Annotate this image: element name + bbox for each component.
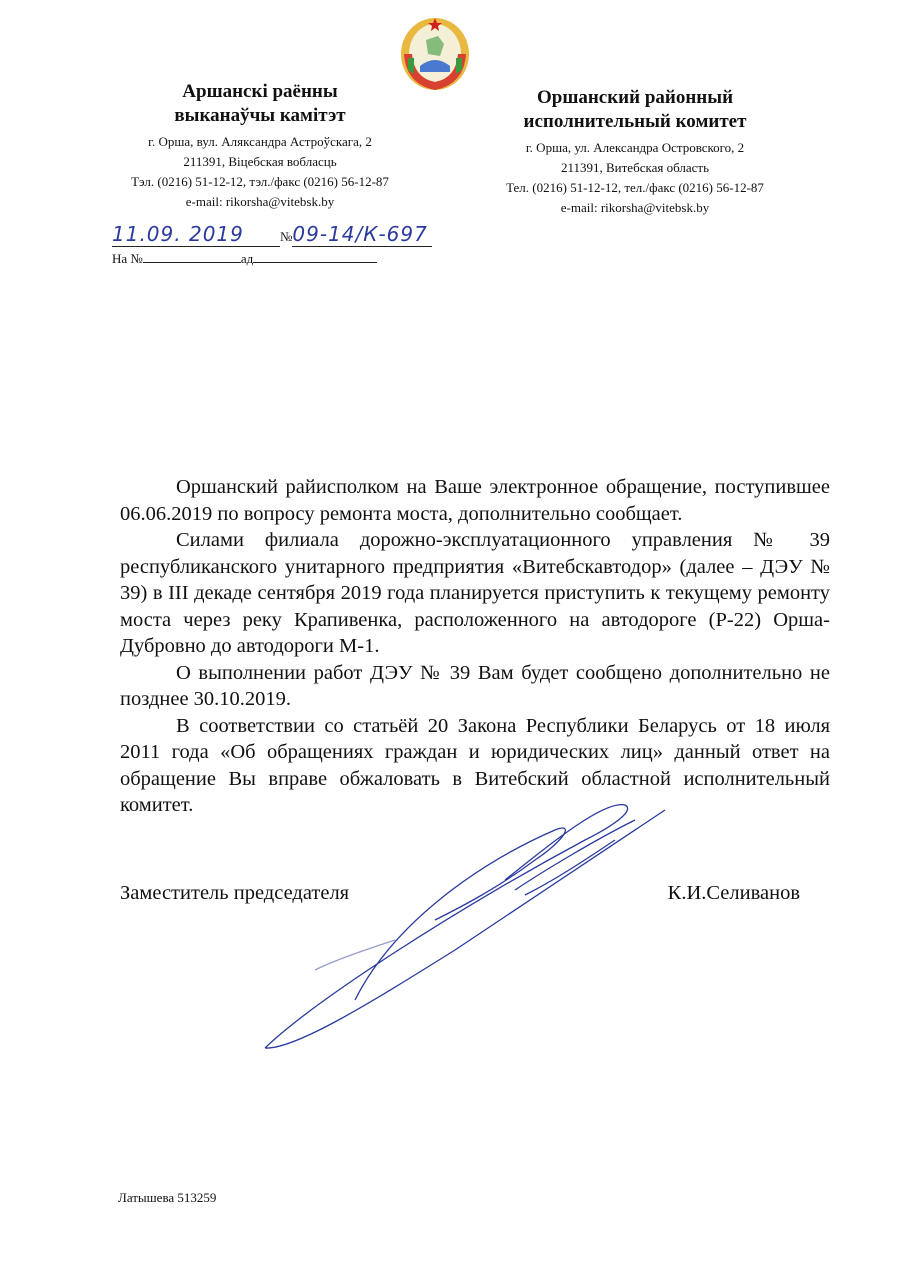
paragraph: О выполнении работ ДЭУ № 39 Вам будет сообщено дополнительно не позднее 30.10.2019. [120,661,830,710]
registration-line [112,222,432,247]
phone: Тел. (0216) 51-12-12, тел./факс (0216) 56-12-87 [506,180,764,195]
registration-number: 09-14/К-697 [292,222,432,247]
paragraph: В соответствии со статьёй 20 Закона Республики Беларусь от 18 июля 2011 года «Об обращениях граждан и юридических лиц» данный ответ на обращение Вы вправе обжаловать в Витебский областной исполнительный комитет. [120,714,830,816]
reply-line [112,250,377,267]
postal: 211391, Віцебская вобласць [183,154,337,169]
handwritten-signature [255,800,695,1065]
phone: Тэл. (0216) 51-12-12, тэл./факс (0216) 56-12-87 [131,174,389,189]
paragraph: Силами филиала дорожно-эксплуатационного управления № 39 республиканского унитарного предприятия «Витебскавтодор» (далее – ДЭУ № 39) в III декаде сентября 2019 года планируется приступить к текущему ремонту моста через реку Крапивенка, расположенного на автодороге (Р-22) Орша-Дубровно до автодороги М-1. [120,529,830,657]
executor-note: Латышева 513259 [118,1190,217,1205]
org-title-line1: Оршанский районный [536,87,734,108]
letter-body [120,474,830,819]
from-label: ад [240,251,254,266]
org-title-line2: выканаўчы камітэт [174,105,346,126]
signer-name: К.И.Селиванов [667,882,800,904]
postal: 211391, Витебская область [560,160,710,175]
address: г. Орша, ул. Александра Островского, 2 [525,140,745,155]
email: e-mail: rikorsha@vitebsk.by [185,194,335,209]
address: г. Орша, вул. Аляксандра Астроўскага, 2 [148,134,372,149]
signer-position: Заместитель председателя [120,882,350,904]
registration-date: 11.09. 2019 [112,222,280,247]
org-title-line2: исполнительный комитет [523,111,747,132]
org-title-line1: Аршанскі раённы [182,81,338,102]
number-label: № [280,229,293,244]
email: e-mail: rikorsha@vitebsk.by [560,200,710,215]
letterhead-russian [490,86,780,218]
paragraph: Оршанский райисполком на Ваше электронное обращение, поступившее 06.06.2019 по вопросу ремонта моста, дополнительно сообщает. [120,476,830,525]
reply-to-label: На № [112,251,143,266]
letterhead-belarusian [100,80,420,212]
